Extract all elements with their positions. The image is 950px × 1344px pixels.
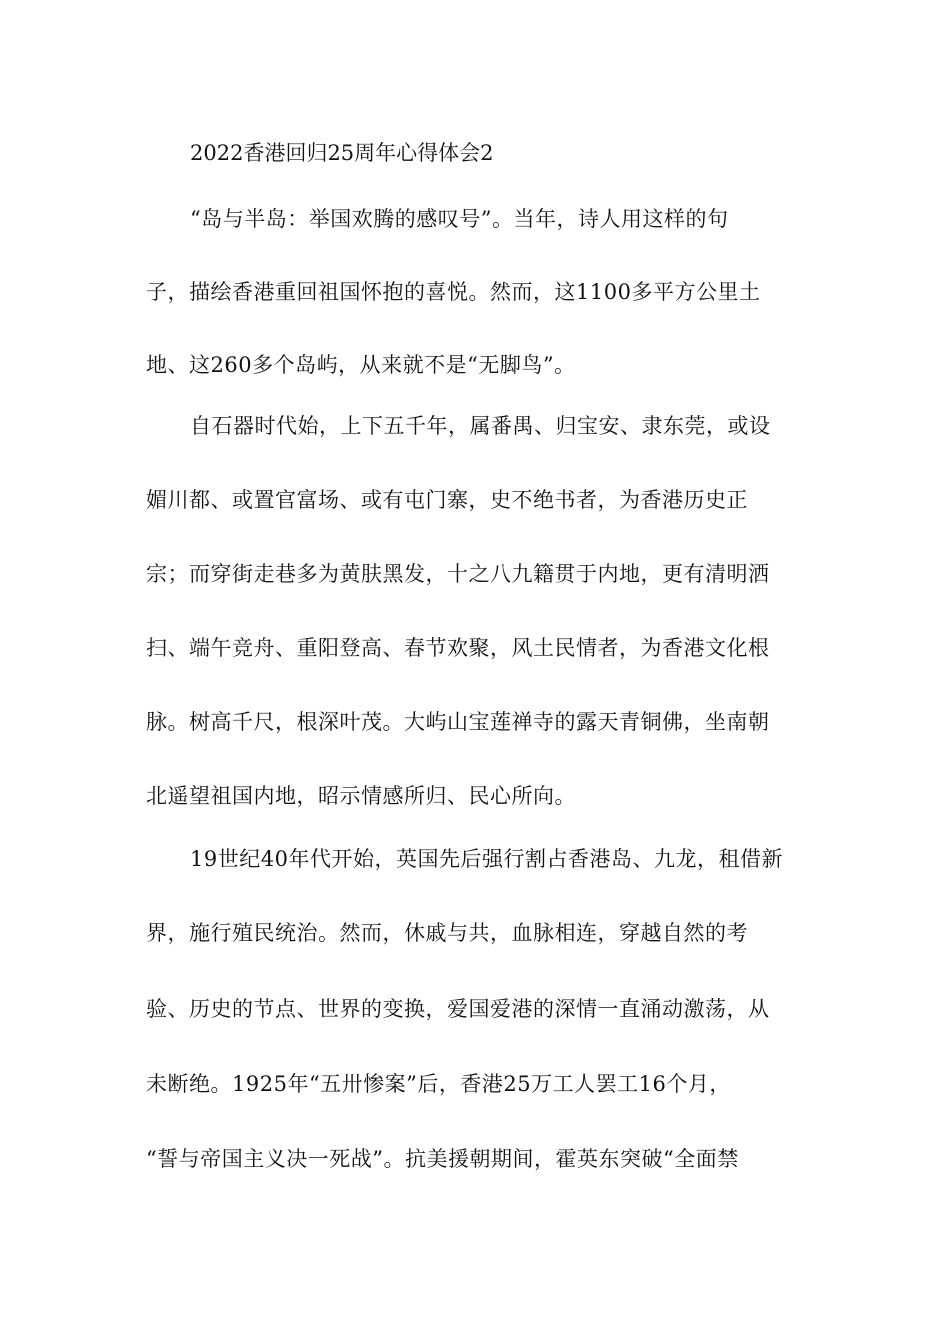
paragraph-line: 界，施行殖民统治。然而，休戚与共，血脉相连，穿越自然的考 [146, 921, 748, 945]
paragraph-line: 地、这260多个岛屿，从来就不是“无脚鸟”。 [146, 353, 576, 377]
paragraph-line: 扫、端午竞舟、重阳登高、春节欢聚，风土民情者，为香港文化根 [146, 636, 770, 660]
paragraph-line: 19世纪40年代开始，英国先后强行割占香港岛、九龙，租借新 [190, 847, 783, 871]
paragraph-line: 宗；而穿街走巷多为黄肤黑发，十之八九籍贯于内地，更有清明洒 [146, 562, 770, 586]
paragraph-line: 脉。树高千尺，根深叶茂。大屿山宝莲禅寺的露天青铜佛，坐南朝 [146, 710, 770, 734]
paragraph-line: “誓与帝国主义决一死战”。抗美援朝期间，霍英东突破“全面禁 [146, 1147, 739, 1171]
paragraph-line: 未断绝。1925年“五卅惨案”后，香港25万工人罢工16个月， [146, 1072, 731, 1096]
paragraph-line: 子，描绘香港重回祖国怀抱的喜悦。然而，这1100多平方公里土 [146, 280, 761, 304]
paragraph-line: 北遥望祖国内地，昭示情感所归、民心所向。 [146, 784, 576, 808]
paragraph-line: “岛与半岛：举国欢腾的感叹号”。当年，诗人用这样的句 [190, 207, 729, 231]
paragraph-line: 媚川都、或置官富场、或有屯门寨，史不绝书者，为香港历史正 [146, 488, 748, 512]
paragraph-line: 自石器时代始，上下五千年，属番禺、归宝安、隶东莞，或设 [190, 414, 771, 438]
document-title: 2022香港回归25周年心得体会2 [190, 141, 494, 165]
paragraph-line: 验、历史的节点、世界的变换，爱国爱港的深情一直涌动激荡，从 [146, 997, 770, 1021]
